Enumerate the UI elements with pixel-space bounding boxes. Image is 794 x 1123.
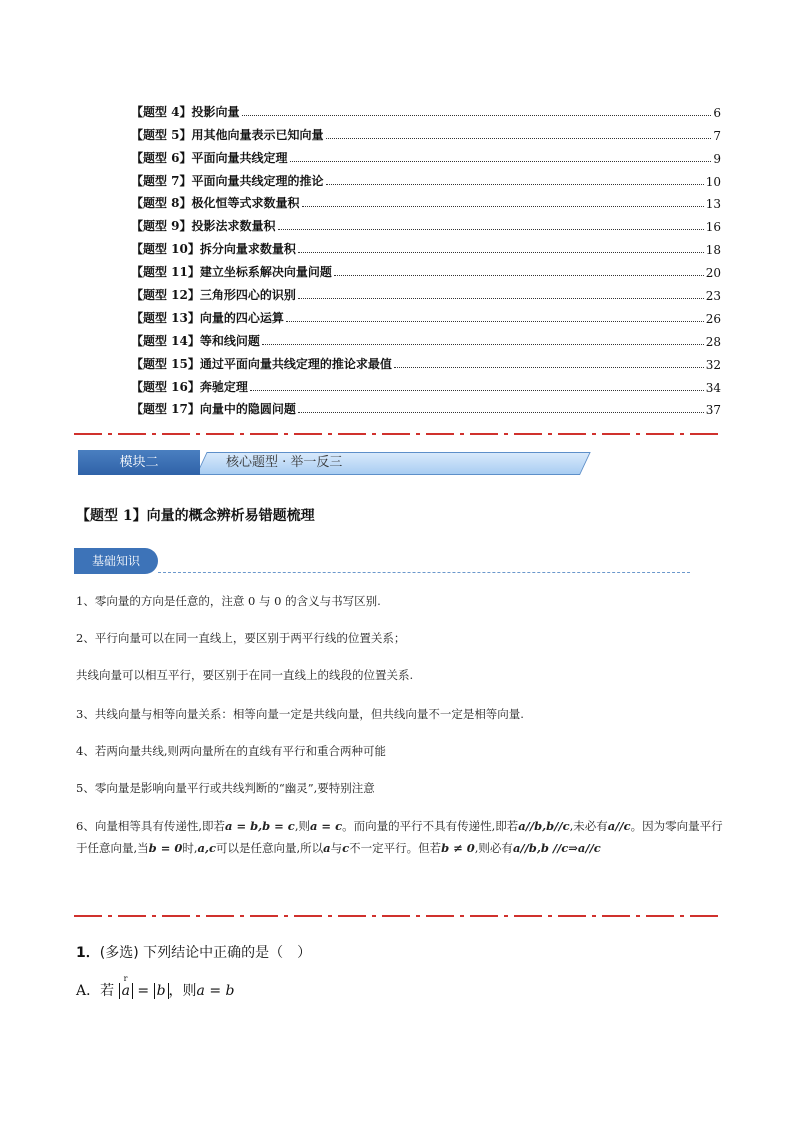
equals-sign: =	[137, 983, 150, 999]
toc-page-number: 23	[705, 289, 721, 304]
toc-row[interactable]	[131, 372, 721, 395]
toc-dot-leader	[286, 320, 704, 322]
toc-label: 【题型 7】平面向量共线定理的推论	[131, 173, 324, 188]
toc-label: 【题型 4】投影向量	[131, 104, 240, 119]
p6-math: a,c	[197, 841, 216, 855]
abs-a	[119, 974, 133, 999]
p6-text: ,未必有	[569, 819, 608, 833]
toc-row[interactable]	[131, 189, 721, 212]
toc-label: 【题型 16】奔驰定理	[131, 379, 248, 394]
bottom-dash-dot-divider	[74, 914, 720, 918]
p6-text: 。而向量的平行不具有传递性,即若	[342, 819, 519, 833]
point-4: 4、若两向量共线,则两向量所在的直线有平行和重合两种可能	[76, 744, 386, 758]
toc-page-number: 32	[705, 357, 721, 372]
point-5: 5、零向量是影响向量平行或共线判断的“幽灵”,要特别注意	[76, 781, 375, 795]
toc-page-number: 20	[705, 266, 721, 281]
toc-label: 【题型 5】用其他向量表示已知向量	[131, 127, 324, 142]
p6-text: 时,	[182, 841, 198, 855]
p6-math: c	[342, 841, 350, 855]
toc-label: 【题型 11】建立坐标系解决向量问题	[131, 265, 332, 280]
toc-dot-leader	[242, 114, 712, 116]
vector-arrow-icon: r	[123, 974, 128, 983]
toc-page-number: 16	[705, 220, 721, 235]
p6-math: b ≠ 0	[441, 841, 475, 855]
abs-b	[154, 983, 169, 999]
point-2: 2、平行向量可以在同一直线上，要区别于两平行线的位置关系；	[76, 631, 406, 645]
option-a[interactable]	[76, 974, 235, 1000]
toc-dot-leader	[298, 251, 704, 253]
p6-text: 可以是任意向量,所以	[215, 841, 324, 855]
toc-label: 【题型 10】拆分向量求数量积	[131, 242, 296, 257]
option-a-prefix: A．若	[76, 983, 115, 999]
table-of-contents	[131, 97, 721, 417]
toc-page-number: 9	[713, 151, 721, 166]
p6-text: ,则必有	[474, 841, 513, 855]
toc-row[interactable]	[131, 120, 721, 143]
p6-math: a//b,b //c⇒a//c	[512, 841, 601, 855]
toc-label: 【题型 15】通过平面向量共线定理的推论求最值	[131, 356, 392, 371]
toc-label: 【题型 9】投影法求数量积	[131, 219, 276, 234]
toc-row[interactable]	[131, 349, 721, 372]
p6-text: 6、向量相等具有传递性,即若	[76, 819, 225, 833]
var-a: a	[121, 983, 130, 999]
p6-text: 与	[330, 841, 343, 855]
top-dash-dot-divider	[74, 432, 720, 436]
toc-row[interactable]	[131, 97, 721, 120]
option-a-result: a = b	[196, 983, 235, 999]
toc-row[interactable]	[131, 326, 721, 349]
p6-math: b = 0	[148, 841, 183, 855]
toc-row[interactable]	[131, 280, 721, 303]
toc-row[interactable]	[131, 257, 721, 280]
toc-dot-leader	[326, 183, 704, 185]
toc-page-number: 18	[705, 243, 721, 258]
toc-row[interactable]	[131, 143, 721, 166]
toc-dot-leader	[290, 160, 712, 162]
toc-label: 【题型 8】极化恒等式求数量积	[131, 196, 300, 211]
option-a-then: ，则	[168, 983, 197, 999]
var-b: b	[156, 983, 166, 999]
module-banner	[78, 450, 578, 475]
question-number: 1．	[76, 945, 100, 961]
toc-dot-leader	[334, 274, 704, 276]
point-2-continued: 共线向量可以相互平行，要区别于在同一直线上的线段的位置关系.	[76, 668, 414, 682]
point-1: 1、零向量的方向是任意的，注意 0 与 0 的含义与书写区别.	[76, 594, 381, 608]
question-text: (多选) 下列结论中正确的是（ ）	[99, 945, 312, 961]
toc-dot-leader	[298, 297, 704, 299]
module-tag: 模块二	[78, 450, 200, 475]
point-3: 3、共线向量与相等向量关系：相等向量一定是共线向量，但共线向量不一定是相等向量.	[76, 707, 524, 721]
toc-label: 【题型 12】三角形四心的识别	[131, 288, 296, 303]
toc-row[interactable]	[131, 211, 721, 234]
toc-dot-leader	[262, 343, 704, 345]
point-6	[76, 815, 726, 859]
toc-label: 【题型 6】平面向量共线定理	[131, 150, 288, 165]
toc-row[interactable]	[131, 166, 721, 189]
toc-page-number: 13	[705, 197, 721, 212]
toc-row[interactable]	[131, 234, 721, 257]
toc-dot-leader	[302, 205, 704, 207]
toc-row[interactable]	[131, 303, 721, 326]
p6-text: 。因为零向量平行于任意向量,当	[76, 819, 723, 855]
toc-label: 【题型 13】向量的四心运算	[131, 310, 284, 325]
p6-math: a = b,b = c	[224, 819, 295, 833]
toc-dot-leader	[278, 228, 704, 230]
type-title: 【题型 1】向量的概念辨析易错题梳理	[76, 508, 315, 524]
toc-dot-leader	[394, 366, 704, 368]
toc-page-number: 37	[705, 403, 721, 418]
p6-math: a//c	[607, 819, 631, 833]
toc-page-number: 7	[713, 128, 721, 143]
question-1	[76, 942, 311, 962]
p6-math: a//b,b//c	[518, 819, 570, 833]
toc-row[interactable]	[131, 395, 721, 418]
p6-math: a	[323, 841, 331, 855]
toc-dot-leader	[326, 137, 712, 139]
p6-text: ,则	[294, 819, 310, 833]
toc-label: 【题型 14】等和线问题	[131, 333, 260, 348]
toc-page-number: 34	[705, 380, 721, 395]
toc-label: 【题型 17】向量中的隐圆问题	[131, 402, 296, 417]
toc-page-number: 6	[713, 105, 721, 120]
basic-knowledge-dashline	[158, 572, 690, 573]
basic-knowledge-tag: 基础知识	[74, 548, 158, 574]
toc-page-number: 28	[705, 334, 721, 349]
p6-text: 不一定平行。但若	[349, 841, 442, 855]
module-title: 核心题型 · 举一反三	[226, 455, 343, 470]
toc-dot-leader	[250, 389, 704, 391]
toc-dot-leader	[298, 411, 704, 413]
toc-page-number: 26	[705, 311, 721, 326]
toc-page-number: 10	[705, 174, 721, 189]
p6-math: a = c	[309, 819, 343, 833]
